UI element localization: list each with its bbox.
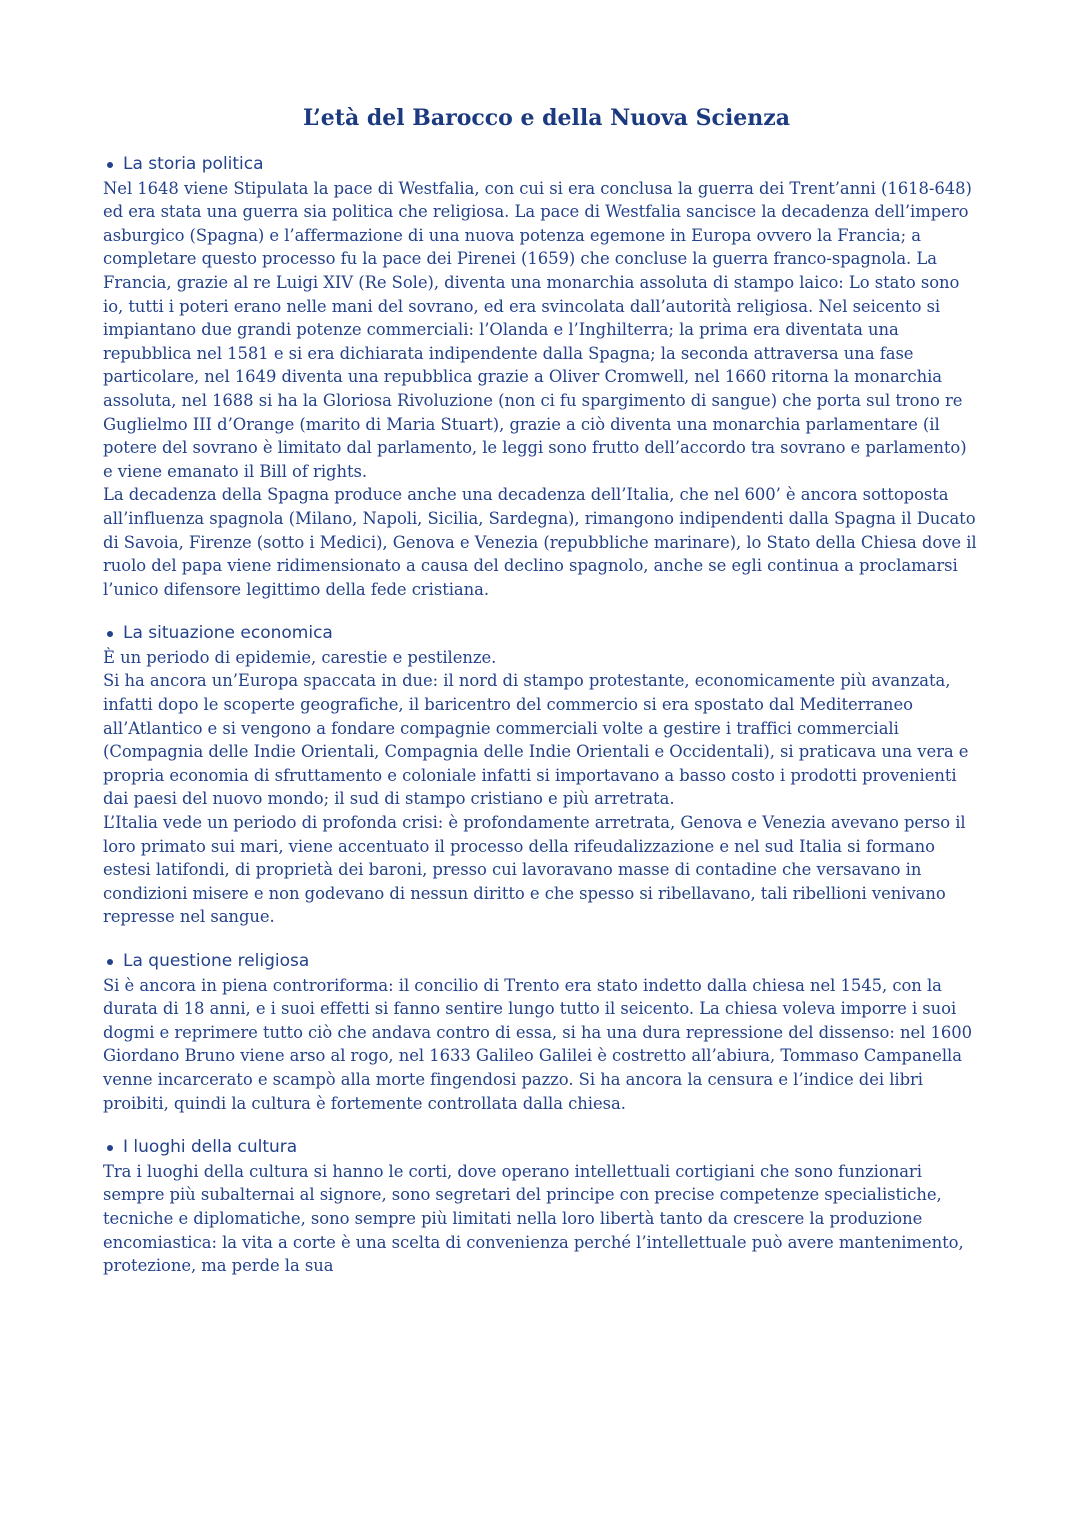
paragraph: È un periodo di epidemie, carestie e pestilenze. [103,647,497,667]
section-storia-politica [103,153,980,601]
section-heading [103,950,980,974]
section-heading [103,1136,980,1160]
paragraph: L’Italia vede un periodo di profonda crisi: è profondamente arretrata, Genova e Venezia avevano perso il loro primato sui mari, viene accentuato il processo della rifeudalizzazione e nel sud Italia si formano estesi latifondi, di proprietà dei baroni, presso cui lavoravano masse di contadine che versavano in condizioni misere e non godevano di nessun diritto e che spesso si ribellavano, tali ribellioni venivano represse nel sangue. [103,813,966,927]
section-heading [103,622,980,646]
bullet-icon [107,1145,113,1151]
bullet-icon [107,631,113,637]
section-heading-label: La questione religiosa [123,951,310,971]
paragraph: Si è ancora in piena controriforma: il concilio di Trento era stato indetto dalla chiesa nel 1545, con la durata di 18 anni, e i suoi effetti si fanno sentire lungo tutto il seicento. La chiesa voleva imporre i suoi dogmi e reprimere tutto ciò che andava contro di essa, si ha una dura repressione del dissenso: nel 1600 Giordano Bruno viene arso al rogo, nel 1633 Galileo Galilei è costretto all’abiura, Tommaso Campanella venne incarcerato e scampò alla morte fingendosi pazzo. Si ha ancora la censura e l’indice dei libri proibiti, quindi la cultura è fortemente controllata dalla chiesa. [103,975,973,1113]
page-title: L’età del Barocco e della Nuova Scienza [302,105,791,131]
section-luoghi-cultura [103,1136,980,1278]
section-heading [103,153,980,177]
paragraph: Si ha ancora un’Europa spaccata in due: il nord di stampo protestante, economicamente più avanzata, infatti dopo le scoperte geografiche, il baricentro del commercio si era spostato dal Mediterraneo all’Atlantico e si vengono a fondare compagnie commerciali volte a gestire i traffici commerciali (Compagnia delle Indie Orientali, Compagnia delle Indie Orientali e Occidentali), si praticava una vera e propria economia di sfruttamento e coloniale infatti si importavano a basso costo i prodotti provenienti dai paesi del nuovo mondo; il sud di stampo cristiano e più arretrata. [103,671,969,809]
paragraph: Tra i luoghi della cultura si hanno le corti, dove operano intellettuali cortigiani che sono funzionari sempre più subalternai al signore, sono segretari del principe con precise competenze specialistiche, tecniche e diplomatiche, sono sempre più limitati nella loro libertà tanto da crescere la produzione encomiastica: la vita a corte è una scelta di convenienza perché l’intellettuale può avere mantenimento, protezione, ma perde la sua [103,1161,964,1276]
section-heading-label: La storia politica [123,154,264,174]
section-situazione-economica [103,622,980,929]
paragraph: La decadenza della Spagna produce anche una decadenza dell’Italia, che nel 600’ è ancora sottoposta all’influenza spagnola (Milano, Napoli, Sicilia, Sardegna), rimangono indipendenti dalla Spagna il Ducato di Savoia, Firenze (sotto i Medici), Genova e Venezia (repubbliche marinare), lo Stato della Chiesa dove il ruolo del papa viene ridimensionato a causa del declino spagnolo, anche se egli continua a proclamarsi l’unico difensore legittimo della fede cristiana. [103,485,977,599]
section-questione-religiosa [103,950,980,1115]
bullet-icon [107,959,113,965]
bullet-icon [107,162,113,168]
paragraph: Nel 1648 viene Stipulata la pace di Westfalia, con cui si era conclusa la guerra dei Trent’anni (1618-648) ed era stata una guerra sia politica che religiosa. La pace di Westfalia sancisce la decadenza dell’impero asburgico (Spagna) e l’affermazione di una nuova potenza egemone in Europa ovvero la Francia; a completare questo processo fu la pace dei Pirenei (1659) che concluse la guerra franco-spagnola. La Francia, grazie al re Luigi XIV (Re Sole), diventa una monarchia assoluta di stampo laico: Lo stato sono io, tutti i poteri erano nelle mani del sovrano, ed era svincolata dall’autorità religiosa. Nel seicento si impiantano due grandi potenze commerciali: l’Olanda e l’Inghilterra; la prima era diventata una repubblica nel 1581 e si era dichiarata indipendente dalla Spagna; la seconda attraversa una fase particolare, nel 1649 diventa una repubblica grazie a Oliver Cromwell, nel 1660 ritorna la monarchia assoluta, nel 1688 si ha la Gloriosa Rivoluzione (non ci fu spargimento di sangue) che porta sul trono re Guglielmo III d’Orange (marito di Maria Stuart), grazie a ciò diventa una monarchia parlamentare (il potere del sovrano è limitato dal parlamento, le leggi sono frutto dell’accordo tra sovrano e parlamento) e viene emanato il Bill of rights. [103,178,972,481]
section-heading-label: La situazione economica [123,623,333,644]
section-heading-label: I luoghi della cultura [123,1137,298,1158]
